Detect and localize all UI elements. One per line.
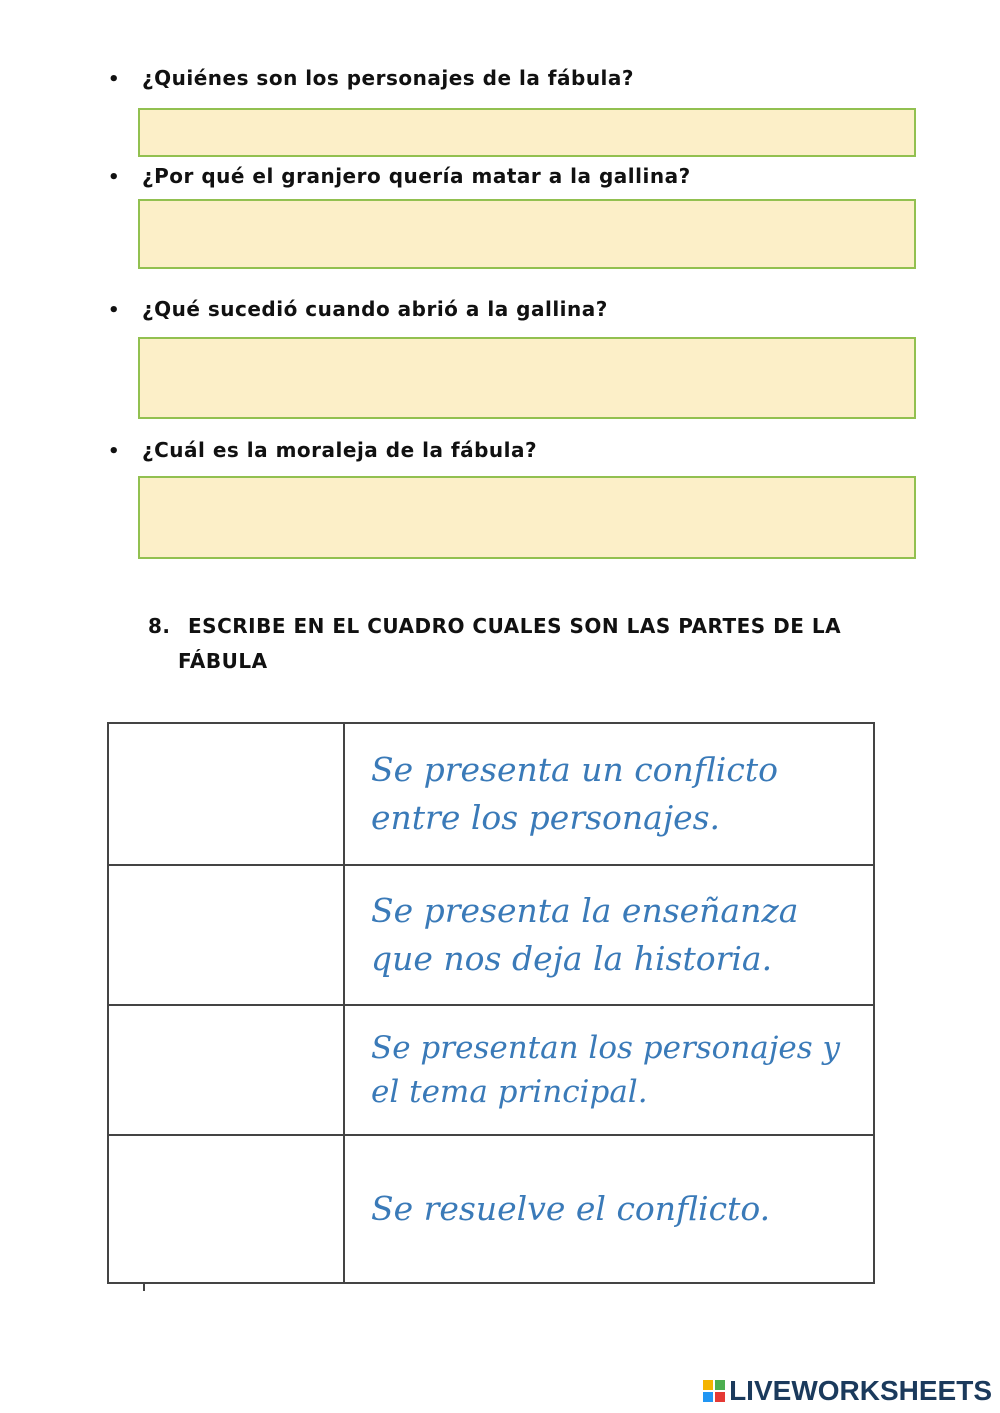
question-4	[108, 438, 537, 462]
part-name-cell[interactable]	[109, 724, 345, 864]
answer-field-3[interactable]	[138, 337, 916, 419]
answer-field-4[interactable]	[138, 476, 916, 559]
table-tick-mark	[143, 1283, 145, 1291]
section-number: 8.	[148, 614, 171, 638]
section-title-line1: ESCRIBE EN EL CUADRO CUALES SON LAS PARTES DE LA	[188, 614, 842, 638]
part-name-cell[interactable]	[109, 1136, 345, 1282]
part-description: Se resuelve el conflicto.	[371, 1189, 771, 1228]
question-2	[108, 164, 691, 188]
question-text: ¿Cuál es la moraleja de la fábula?	[142, 438, 538, 462]
answer-field-1[interactable]	[138, 108, 916, 157]
table-row	[109, 866, 873, 1006]
question-3	[108, 297, 608, 321]
fable-parts-table	[107, 722, 875, 1284]
part-name-cell[interactable]	[109, 1006, 345, 1134]
bullet-icon: •	[108, 441, 121, 462]
question-1	[108, 66, 634, 90]
liveworksheets-brand	[703, 1375, 992, 1407]
answer-field-2[interactable]	[138, 199, 916, 269]
question-text: ¿Quiénes son los personajes de la fábula?	[142, 66, 635, 90]
brand-name: LIVEWORKSHEETS	[729, 1375, 992, 1406]
part-description: Se presentan los personajes y el tema principal.	[371, 1030, 841, 1110]
table-row	[109, 724, 873, 866]
section-title-line2: FÁBULA	[178, 649, 268, 673]
question-text: ¿Por qué el granjero quería matar a la gallina?	[142, 164, 691, 188]
part-description: Se presenta la enseñanza que nos deja la historia.	[371, 891, 799, 978]
section-title	[148, 609, 908, 679]
part-description: Se presenta un conflicto entre los personajes.	[371, 750, 778, 837]
part-name-cell[interactable]	[109, 866, 345, 1004]
brand-logo-icon	[703, 1380, 725, 1402]
table-row	[109, 1136, 873, 1282]
bullet-icon: •	[108, 167, 121, 188]
bullet-icon: •	[108, 300, 121, 321]
table-row	[109, 1006, 873, 1136]
bullet-icon: •	[108, 69, 121, 90]
question-text: ¿Qué sucedió cuando abrió a la gallina?	[142, 297, 608, 321]
